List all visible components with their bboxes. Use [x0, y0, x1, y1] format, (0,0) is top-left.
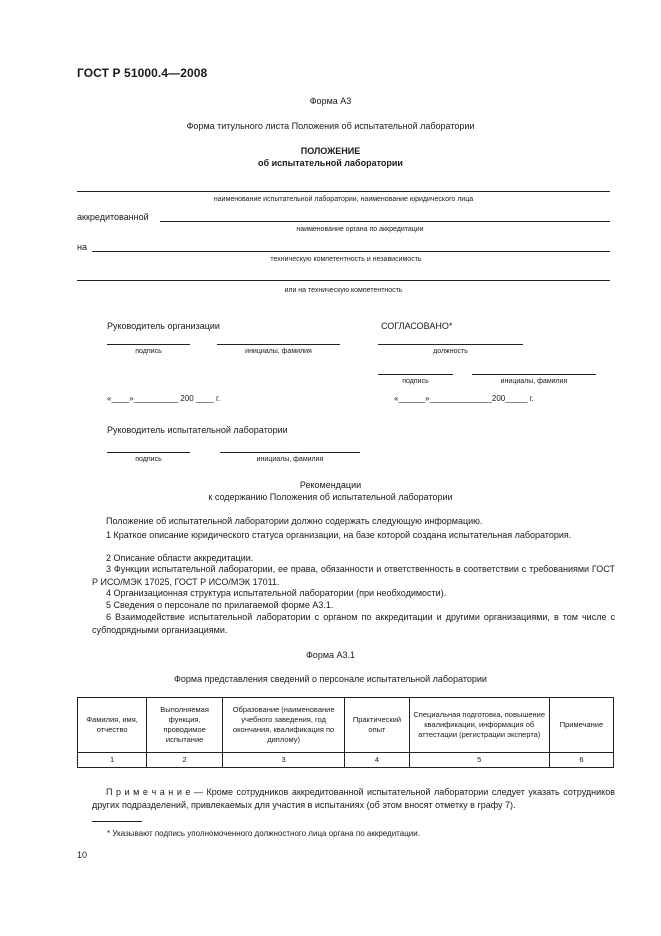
- form-a3-label: Форма А3: [309, 96, 352, 106]
- cap-agreed-signature: подпись: [402, 378, 429, 385]
- column-number: 1: [78, 753, 147, 768]
- column-header: Примечание: [549, 698, 613, 753]
- recommendations-title: Рекомендации: [299, 480, 362, 490]
- list-item: 2 Описание области аккредитации.: [106, 553, 254, 563]
- lab-head-initials-line: [220, 452, 360, 453]
- blank-line-accreditation-body: [160, 221, 610, 222]
- org-head-initials-line: [217, 344, 340, 345]
- list-item: 5 Сведения о персонале по прилагаемой форме А3.1.: [106, 600, 334, 610]
- footnote-rule: [92, 821, 142, 822]
- form-a3-title: Форма титульного листа Положения об испытательной лаборатории: [186, 121, 475, 131]
- table-row: [78, 753, 614, 768]
- list-item: 6 Взаимодействие испытательной лаборатории с органом по аккредитации и другими организациями, в том числе с субподрядными организациями.: [92, 612, 615, 635]
- note-text: — Кроме сотрудников аккредитованной испытательной лаборатории следует указать сотрудников других подразделений, привлекаемых для участия в испытаниях (об этом вносят отметку в графу 7).: [92, 787, 615, 810]
- org-head-label: Руководитель организации: [107, 321, 220, 331]
- agreed-initials-line: [472, 374, 596, 375]
- page-number: 10: [77, 850, 88, 860]
- blank-line-or-competence: [77, 280, 610, 281]
- caption-lab-name: наименование испытательной лаборатории, наименование юридического лица: [213, 196, 474, 203]
- agreed-label: СОГЛАСОВАНО*: [381, 321, 453, 331]
- agreed-position-line: [378, 344, 523, 345]
- caption-or-competence: или на техническую компетентность: [284, 287, 403, 294]
- lab-head-label: Руководитель испытательной лаборатории: [107, 425, 288, 435]
- org-head-signature-line: [107, 344, 190, 345]
- list-item: 4 Организационная структура испытательной лаборатории (при необходимости).: [106, 588, 447, 598]
- cap-lab-head-signature: подпись: [135, 456, 162, 463]
- note: [92, 786, 615, 812]
- caption-competence: техническую компетентность и независимость: [270, 256, 422, 263]
- column-header: Выполняемая функция, проводимое испытание: [147, 698, 223, 753]
- cap-lab-head-initials: инициалы, фамилия: [256, 456, 324, 463]
- lab-head-signature-line: [107, 452, 190, 453]
- footnote: * Указывают подпись уполномоченного должностного лица органа по аккредитации.: [107, 829, 420, 838]
- date-left: «____»__________ 200 ____ г.: [107, 394, 221, 403]
- form-a31-label: Форма А3.1: [305, 650, 356, 660]
- cap-org-head-signature: подпись: [135, 348, 162, 355]
- table-header-row: [78, 698, 614, 753]
- agreed-signature-line: [378, 374, 453, 375]
- column-header: Фамилия, имя, отчество: [78, 698, 147, 753]
- column-number: 4: [345, 753, 409, 768]
- column-number: 2: [147, 753, 223, 768]
- doc-subtitle: об испытательной лаборатории: [258, 158, 403, 168]
- date-right: «______»______________200_____ г.: [394, 394, 534, 403]
- blank-line-lab-name: [77, 191, 610, 192]
- personnel-table: [77, 697, 614, 768]
- cap-agreed-initials: инициалы, фамилия: [500, 378, 568, 385]
- doc-title: ПОЛОЖЕНИЕ: [300, 146, 361, 156]
- column-number: 3: [222, 753, 344, 768]
- note-label: П р и м е ч а н и е: [106, 787, 191, 797]
- column-header: Образование (наименование учебного заведения, год окончания, квалификация по диплому): [222, 698, 344, 753]
- cap-agreed-position: должность: [433, 348, 468, 355]
- form-a31-title: Форма представления сведений о персонале испытательной лаборатории: [174, 674, 487, 684]
- recommendations-intro: Положение об испытательной лаборатории должно содержать следующую информацию.: [106, 516, 483, 526]
- accredited-label: аккредитованной: [77, 212, 149, 222]
- column-header: Специальная подготовка, повышение квалификации, информация об аттестации (регистрации эксперта): [409, 698, 549, 753]
- list-item: 1 Краткое описание юридического статуса организации, на базе которой создана испытательная лаборатория.: [106, 530, 572, 540]
- column-header: Практический опыт: [345, 698, 409, 753]
- caption-accreditation-body: наименование органа по аккредитации: [296, 226, 424, 233]
- blank-line-competence: [92, 251, 610, 252]
- recommendations-subtitle: к содержанию Положения об испытательной лаборатории: [208, 492, 453, 502]
- column-number: 5: [409, 753, 549, 768]
- cap-org-head-initials: инициалы, фамилия: [245, 348, 312, 355]
- column-number: 6: [549, 753, 613, 768]
- on-label: на: [77, 242, 87, 252]
- standard-code: ГОСТ Р 51000.4—2008: [77, 66, 208, 80]
- list-item: 3 Функции испытательной лаборатории, ее права, обязанности и ответственность в соответствии с требованиями ГОСТ Р ИСО/МЭК 17025, ГОСТ Р ИСО/МЭК 17011.: [92, 564, 615, 587]
